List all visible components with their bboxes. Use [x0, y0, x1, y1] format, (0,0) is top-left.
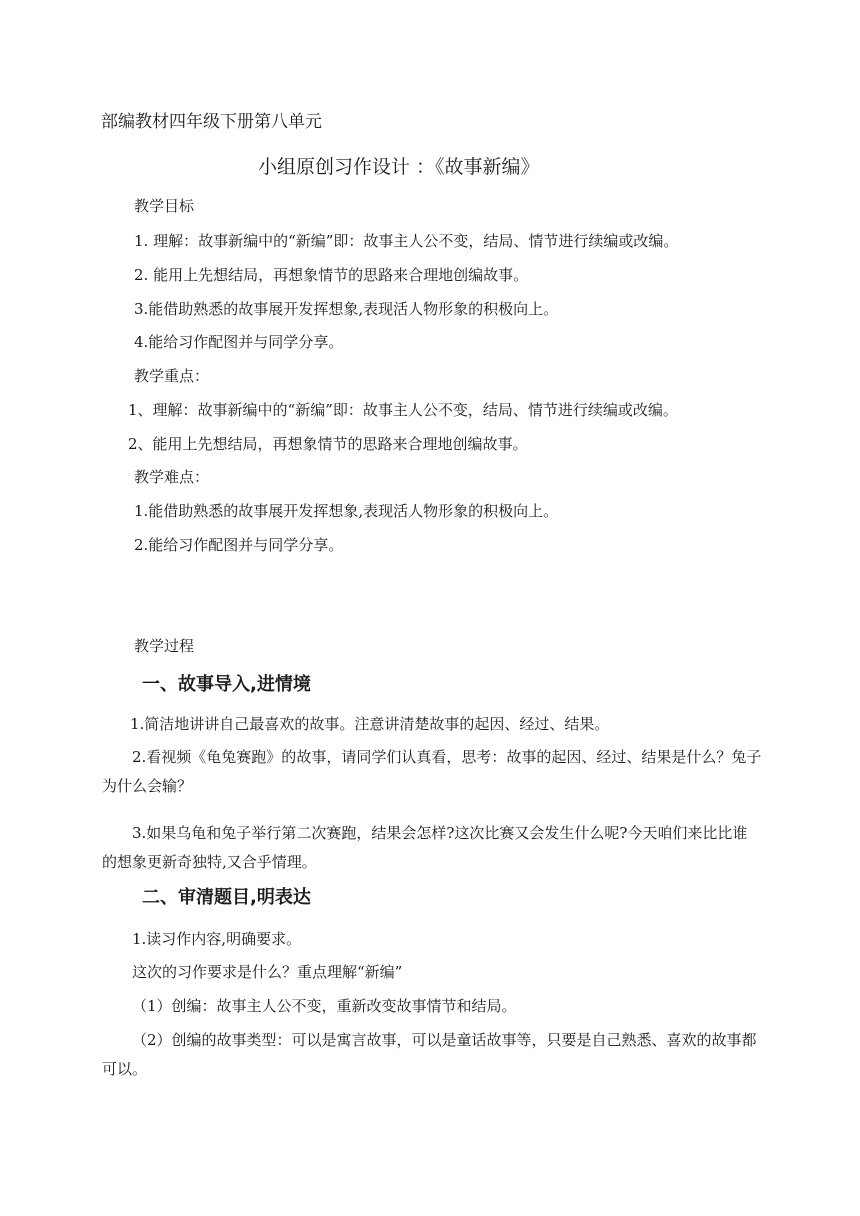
objective-item: 3.能借助熟悉的故事展开发挥想象,表现活人物形象的积极向上。 [134, 300, 559, 318]
difficulty-item: 1.能借助熟悉的故事展开发挥想象,表现活人物形象的积极向上。 [134, 502, 559, 520]
objective-item: 2. 能用上先想结局，再想象情节的思路来合理地创编故事。 [134, 266, 529, 284]
process-item: 1.简洁地讲讲自己最喜欢的故事。注意讲清楚故事的起因、经过、结果。 [130, 715, 610, 733]
process-heading: 教学过程 [134, 637, 195, 655]
section-heading: 二、审清题目,明表达 [142, 887, 311, 908]
document-title: 小组原创习作设计 ：《故事新编》 [258, 156, 540, 178]
process-item: 这次的习作要求是什么？重点理解“新编” [132, 963, 403, 981]
process-item: 2.看视频《龟兔赛跑》的故事，请同学们认真看，思考：故事的起因、经过、结果是什么？兔子为什么会输？ [102, 748, 762, 795]
process-item: 3.如果乌龟和兔子举行第二次赛跑，结果会怎样?这次比赛又会发生什么呢?今天咱们来比比谁的想象更新奇独特,又合乎情理。 [102, 824, 748, 871]
process-item: （2）创编的故事类型：可以是寓言故事，可以是童话故事等，只要是自己熟悉、喜欢的故事都可以。 [102, 1031, 757, 1078]
key-point-item: 2、能用上先想结局，再想象情节的思路来合理地创编故事。 [128, 435, 528, 453]
section-heading: 一、故事导入,进情境 [142, 674, 311, 695]
key-point-item: 1、理解：故事新编中的“新编”即：故事主人公不变，结局、情节进行续编或改编。 [128, 401, 678, 419]
document-header: 部编教材四年级下册第八单元 [101, 112, 322, 132]
process-item: 1.读习作内容,明确要求。 [132, 930, 302, 948]
process-item: （1）创编：故事主人公不变，重新改变故事情节和结局。 [132, 997, 517, 1015]
objective-item: 1. 理解：故事新编中的“新编”即：故事主人公不变，结局、情节进行续编或改编。 [134, 232, 679, 250]
objective-item: 4.能给习作配图并与同学分享。 [134, 333, 344, 351]
key-points-heading: 教学重点： [134, 367, 210, 385]
difficulty-item: 2.能给习作配图并与同学分享。 [134, 536, 344, 554]
difficulties-heading: 教学难点： [134, 468, 210, 486]
objectives-heading: 教学目标 [134, 197, 195, 215]
